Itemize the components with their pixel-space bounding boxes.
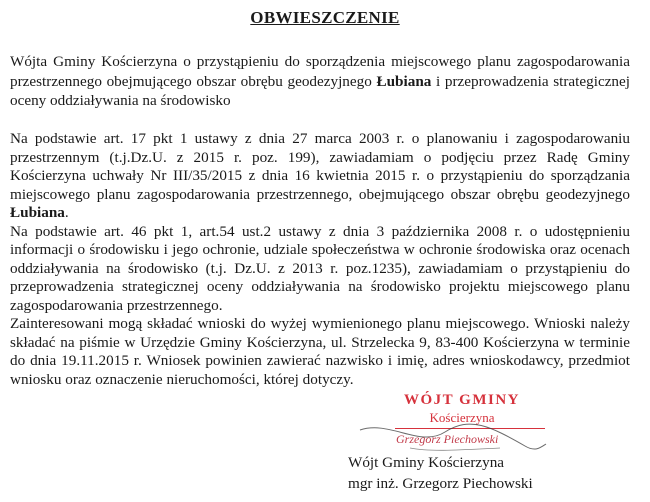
paragraph-submissions: Zainteresowani mogą składać wnioski do wyżej wymienionego planu miejscowego. Wnioski należy składać na piśmie w Urzędzie Gminy Kościerzyna, ul. Strzelecka 9, 83-400 Kościerzyna w terminie do dnia 19.11.2015 r. Wniosek powinien zawierać nazwisko i imię, adres wnioskodawcy, przedmiot wniosku oraz oznaczenie nieruchomości, której dotyczy.	[10, 315, 630, 388]
paragraph-environment: Na podstawie art. 46 pkt 1, art.54 ust.2 ustawy z dnia 3 października 2008 r. o udostępnieniu informacji o środowisku i jego ochronie, udziale społeczeństwa w ochronie środowiska oraz ocenach oddziaływania na środowisko (t.j. Dz.U. z 2013 r. poz.1235), zawiadamiam o przystąpieniu do przeprowadzenia strategicznej oceny oddziaływania na środowisko projektu miejscowego planu zagospodarowania przestrzennego.	[10, 222, 630, 314]
stamp-title: WÓJT GMINY	[404, 392, 520, 408]
paragraph-planning-end: .	[64, 204, 69, 221]
signatory-name: mgr inż. Grzegorz Piechowski	[348, 475, 533, 492]
signatory-title: Wójt Gminy Kościerzyna	[348, 454, 505, 471]
paragraph-planning	[10, 130, 630, 223]
intro-text-after: i przeprowadzenia strategicznej oceny oddziaływania na środowisko	[10, 72, 630, 109]
notice-title: OBWIESZCZENIE	[250, 8, 400, 27]
intro-text-before: Wójta Gminy Kościerzyna o przystąpieniu do sporządzenia miejscowego planu zagospodarowania przestrzennego obejmującego obszar obrębu geodezyjnego	[10, 53, 630, 90]
intro-place-name: Łubiana	[376, 72, 432, 90]
paragraph-planning-text: Na podstawie art. 17 pkt 1 ustawy z dnia 27 marca 2003 r. o planowaniu i zagospodarowaniu przestrzennym (t.j.Dz.U. z 2015 r. poz. 199), zawiadamiam o podjęciu przez Radę Gminy Kościerzyna uchwały Nr III/35/2015 z dnia 16 kwietnia 2015 r. o przystąpieniu do sporządzania miejscowego planu zagospodarowania przestrzennego, obejmującego obszar obrębu geodezyjnego	[10, 130, 630, 203]
notice-intro	[10, 52, 630, 111]
stamp-name: Grzegorz Piechowski	[396, 432, 499, 446]
signature-block	[348, 452, 648, 494]
notice-body	[10, 130, 630, 389]
paragraph-planning-place: Łubiana	[10, 204, 65, 221]
stamp-subtitle: Kościerzyna	[429, 410, 495, 425]
